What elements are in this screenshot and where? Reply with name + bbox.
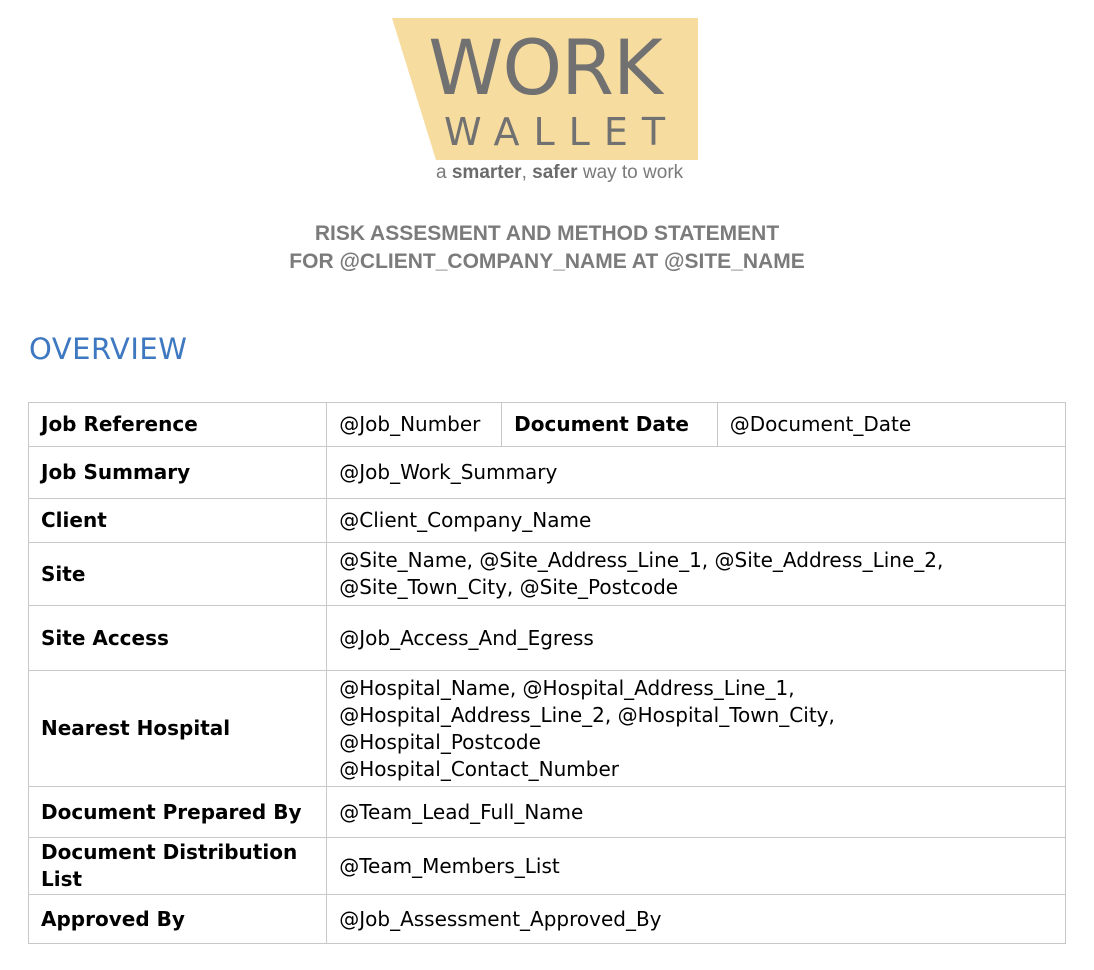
- distribution-label-line: Document Distribution: [41, 840, 298, 864]
- document-title: [0, 220, 1094, 276]
- job-reference-value: @Job_Number: [327, 403, 502, 447]
- distribution-list-label: [29, 838, 327, 895]
- approved-by-label: Approved By: [29, 895, 327, 944]
- hospital-value-line: @Hospital_Name, @Hospital_Address_Line_1,: [339, 675, 795, 700]
- prepared-by-label: Document Prepared By: [29, 787, 327, 838]
- distribution-list-value: @Team_Members_List: [327, 838, 1066, 895]
- logo-word-wallet: WALLET: [444, 110, 680, 154]
- nearest-hospital-label: Nearest Hospital: [29, 671, 327, 787]
- document-date-label: Document Date: [502, 403, 718, 447]
- tagline-part: way to work: [577, 162, 684, 183]
- table-row-job-summary: [29, 447, 1066, 499]
- job-summary-value: @Job_Work_Summary: [327, 447, 1066, 499]
- approved-by-value: @Job_Assessment_Approved_By: [327, 895, 1066, 944]
- work-wallet-logo: [392, 18, 698, 160]
- table-row-prepared-by: [29, 787, 1066, 838]
- tagline-part: safer: [532, 162, 578, 183]
- overview-heading: OVERVIEW: [29, 332, 188, 366]
- job-reference-label: Job Reference: [29, 403, 327, 447]
- site-value-line: @Site_Name, @Site_Address_Line_1, @Site_Address_Line_2,: [339, 548, 944, 572]
- distribution-label-line: List: [41, 867, 83, 891]
- job-summary-label: Job Summary: [29, 447, 327, 499]
- site-value-line: @Site_Town_City, @Site_Postcode: [339, 575, 679, 599]
- tagline-part: smarter: [451, 162, 522, 183]
- site-label: Site: [29, 543, 327, 606]
- hospital-value-line: @Hospital_Contact_Number: [339, 756, 619, 781]
- site-value: [327, 543, 1066, 606]
- tagline-part: ,: [521, 162, 533, 183]
- prepared-by-value: @Team_Lead_Full_Name: [327, 787, 1066, 838]
- table-row-site-access: [29, 606, 1066, 671]
- logo-tagline: [392, 162, 740, 184]
- table-row-distribution-list: [29, 838, 1066, 895]
- hospital-value-line: @Hospital_Address_Line_2, @Hospital_Town_City,: [339, 702, 835, 727]
- document-date-value: @Document_Date: [717, 403, 1065, 447]
- logo-word-work: WORK: [428, 23, 662, 112]
- document-title-line-1: RISK ASSESMENT AND METHOD STATEMENT: [314, 222, 780, 245]
- overview-table: [28, 402, 1066, 944]
- client-value: @Client_Company_Name: [327, 499, 1066, 543]
- table-row-approved-by: [29, 895, 1066, 944]
- hospital-value-line: @Hospital_Postcode: [339, 729, 541, 754]
- table-row-client: [29, 499, 1066, 543]
- site-access-value: @Job_Access_And_Egress: [327, 606, 1066, 671]
- table-row-site: [29, 543, 1066, 606]
- site-access-label: Site Access: [29, 606, 327, 671]
- nearest-hospital-value: [327, 671, 1066, 787]
- tagline-part: a: [436, 162, 452, 183]
- table-row-job-reference: [29, 403, 1066, 447]
- table-row-nearest-hospital: [29, 671, 1066, 787]
- document-title-line-2: FOR @CLIENT_COMPANY_NAME AT @SITE_NAME: [289, 250, 805, 273]
- client-label: Client: [29, 499, 327, 543]
